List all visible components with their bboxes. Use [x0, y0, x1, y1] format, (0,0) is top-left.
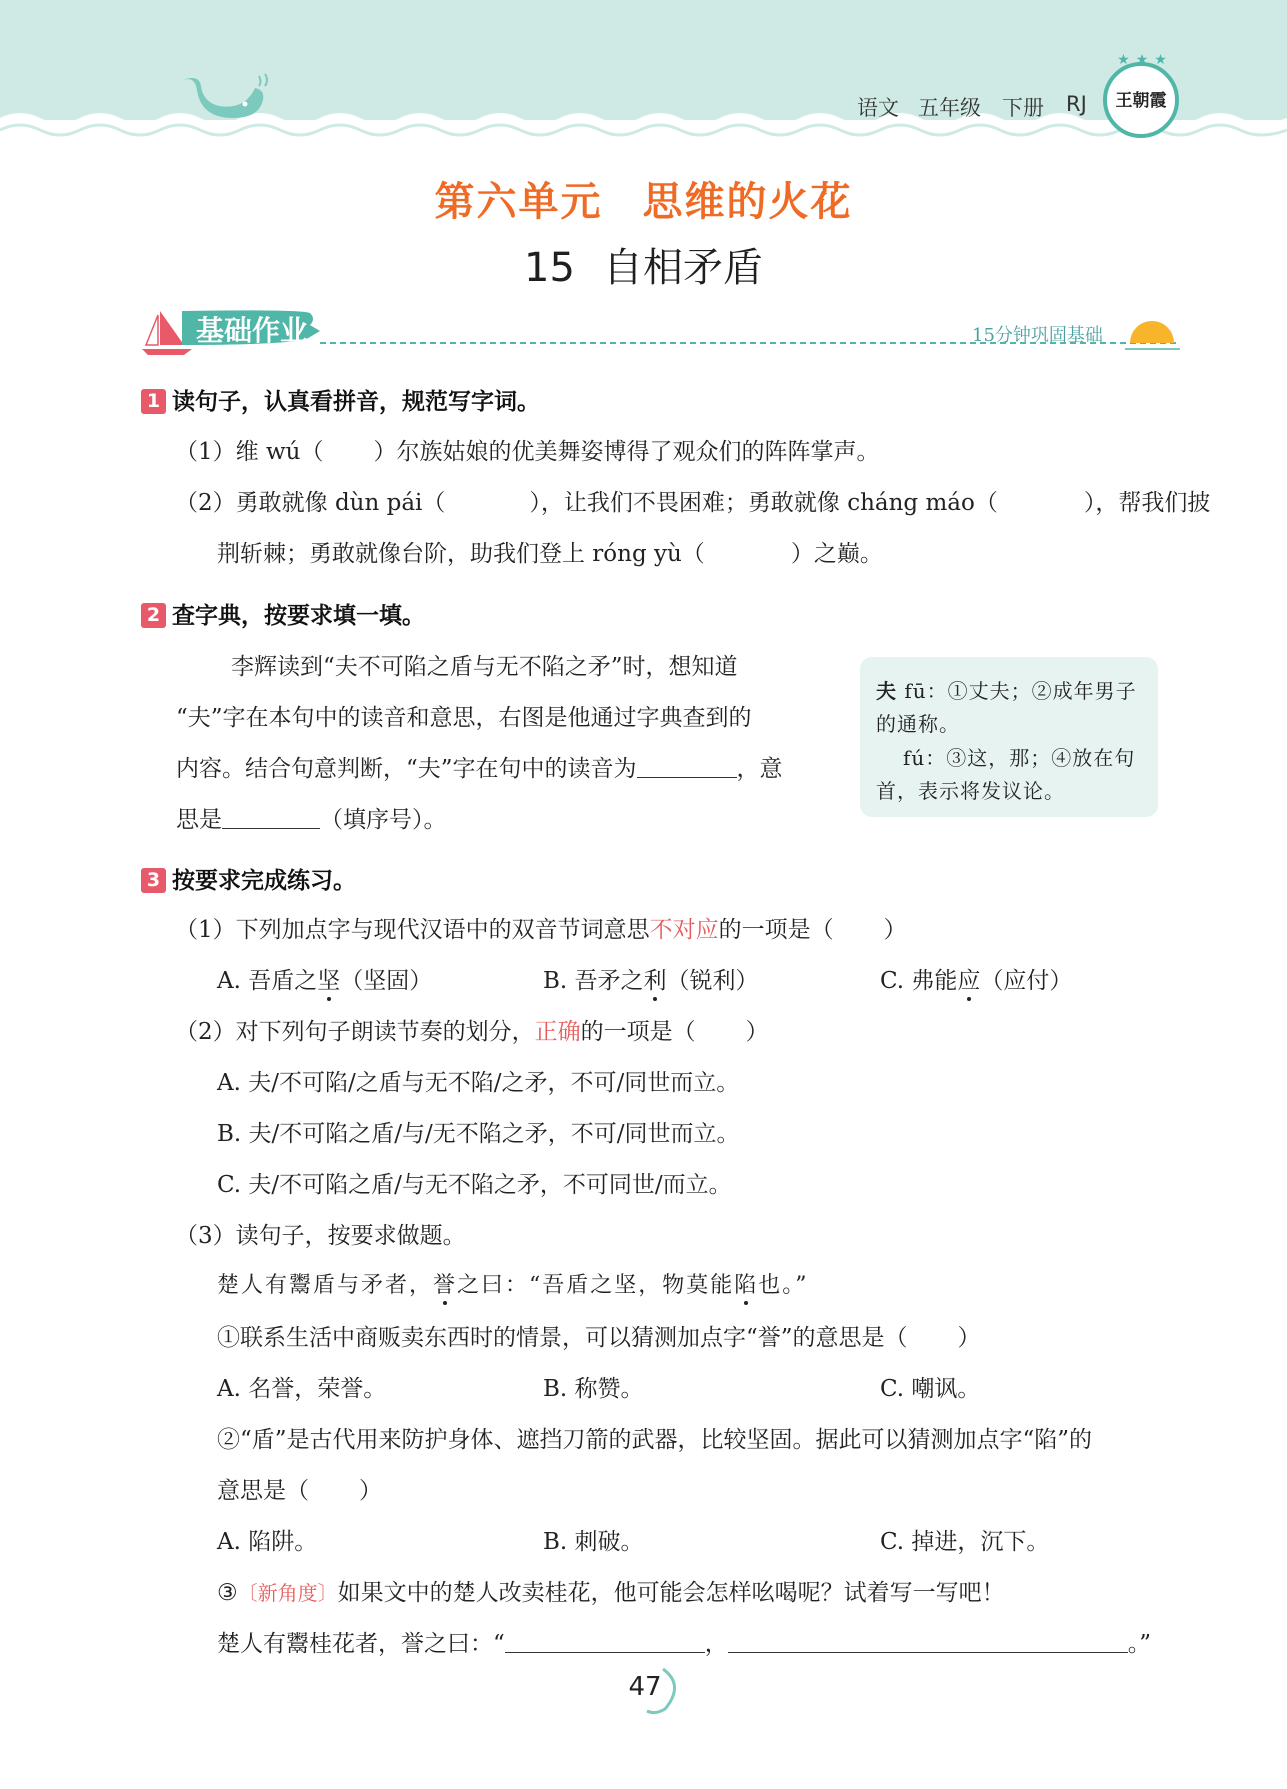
- answer-blank[interactable]: [728, 1630, 1128, 1653]
- q3-item-1-option-c: C. 嘲讽。: [880, 1376, 981, 1402]
- section-note: 15分钟巩固基础: [972, 325, 1103, 346]
- answer-blank[interactable]: [222, 806, 320, 829]
- unit-label: 第六单元: [434, 179, 603, 225]
- answer-blank[interactable]: [505, 1630, 705, 1653]
- page-number: 47: [628, 1672, 662, 1702]
- answer-blank[interactable]: [637, 755, 737, 778]
- q3-sub-1-option-c: C. 弗能应（应付）: [880, 968, 1073, 994]
- lesson-title: [0, 236, 1287, 293]
- classical-quote: 楚人有鬻盾与矛者，誉之曰：“吾盾之坚，物莫能陷也。”: [217, 1273, 809, 1298]
- q3-sub-2-option-b: B. 夫/不可陷之盾/与/无不陷之矛，不可/同世而立。: [217, 1121, 740, 1147]
- q2-paragraph-line-1: 李辉读到“夫不可陷之盾与无不陷之矛”时，想知道: [231, 654, 738, 680]
- q3-sub-1-option-b: B. 吾矛之利（锐利）: [543, 968, 759, 994]
- question-1-title: 1 读句子，认真看拼音，规范写字词。: [141, 383, 540, 416]
- unit-theme: 思维的火花: [642, 179, 853, 225]
- brand-logo: ★★★ 王朝霞: [1103, 62, 1179, 138]
- q3-sub-2-option-c: C. 夫/不可陷之盾/与无不陷之矛，不可同世/而立。: [217, 1172, 732, 1198]
- q3-sub-3-item-3-answer: 楚人有鬻桂花者，誉之曰：“ ， 。”: [217, 1631, 1152, 1657]
- volume-label: 下册: [1002, 96, 1044, 120]
- q3-sub-3-item-3: ③〔新角度〕如果文中的楚人改卖桂花，他可能会怎样吆喝呢？试着写一写吧！: [217, 1580, 1005, 1606]
- new-angle-tag: 〔新角度〕: [237, 1581, 338, 1605]
- q3-sub-3-item-2-cont: 意思是（ ）: [217, 1478, 382, 1504]
- dictionary-line-2: 的通称。: [876, 712, 960, 736]
- brand-name: 王朝霞: [1115, 91, 1167, 111]
- q1-line-2: （2）勇敢就像 dùn pái（ ），让我们不畏困难；勇敢就像 cháng máo（ ），帮我们披: [175, 490, 1211, 516]
- q3-item-1-option-a: A. 名誉，荣誉。: [217, 1376, 387, 1402]
- dictionary-line-3: fú：③这，那；④放在句: [903, 746, 1136, 770]
- q2-paragraph-line-2: “夫”字在本句中的读音和意思，右图是他通过字典查到的: [176, 705, 752, 731]
- lesson-name: 自相矛盾: [602, 245, 763, 291]
- unit-title: [0, 170, 1287, 227]
- question-number: 2: [141, 603, 166, 628]
- question-2-title: 2 查字典，按要求填一填。: [141, 597, 425, 630]
- q3-sub-3: （3）读句子，按要求做题。: [175, 1223, 466, 1249]
- q3-sub-2-option-a: A. 夫/不可陷/之盾与无不陷/之矛，不可/同世而立。: [217, 1070, 740, 1096]
- q3-sub-1: （1）下列加点字与现代汉语中的双音节词意思不对应的一项是（ ）: [175, 917, 907, 943]
- q2-paragraph-line-4: 思是 （填序号）。: [176, 807, 447, 833]
- section-title: 基础作业: [196, 314, 309, 347]
- q3-sub-3-item-1: ①联系生活中商贩卖东西时的情景，可以猜测加点字“誉”的意思是（ ）: [217, 1325, 981, 1351]
- subject-label: 语文: [857, 96, 899, 120]
- lesson-number: 15: [524, 245, 575, 291]
- grade-label: 五年级: [918, 96, 981, 120]
- q3-sub-3-item-2: ②“盾”是古代用来防护身体、遮挡刀箭的武器，比较坚固。据此可以猜测加点字“陷”的: [217, 1427, 1093, 1453]
- q1-line-3: 荆斩棘；勇敢就像台阶，助我们登上 róng yù（ ）之巅。: [217, 541, 883, 567]
- q3-item-2-option-b: B. 刺破。: [543, 1529, 644, 1555]
- q3-sub-1-option-a: A. 吾盾之坚（坚固）: [217, 968, 433, 994]
- q3-sub-2: （2）对下列句子朗读节奏的划分，正确的一项是（ ）: [175, 1019, 769, 1045]
- edition-label: RJ: [1066, 92, 1087, 116]
- q3-item-1-option-b: B. 称赞。: [543, 1376, 644, 1402]
- q3-item-2-option-c: C. 掉进，沉下。: [880, 1529, 1050, 1555]
- whale-icon: [175, 70, 275, 130]
- dictionary-line-1: 夫 fū：①丈夫；②成年男子: [876, 679, 1137, 703]
- q1-line-1: （1）维 wú（ ）尔族姑娘的优美舞姿博得了观众们的阵阵掌声。: [175, 439, 880, 465]
- question-3-title: 3 按要求完成练习。: [141, 862, 356, 895]
- q3-item-2-option-a: A. 陷阱。: [217, 1529, 318, 1555]
- q2-paragraph-line-3: 内容。结合句意判断，“夫”字在句中的读音为 ，意: [176, 756, 783, 782]
- question-number: 3: [141, 868, 166, 893]
- dictionary-line-4: 首，表示将发议论。: [876, 779, 1065, 803]
- question-number: 1: [141, 389, 166, 414]
